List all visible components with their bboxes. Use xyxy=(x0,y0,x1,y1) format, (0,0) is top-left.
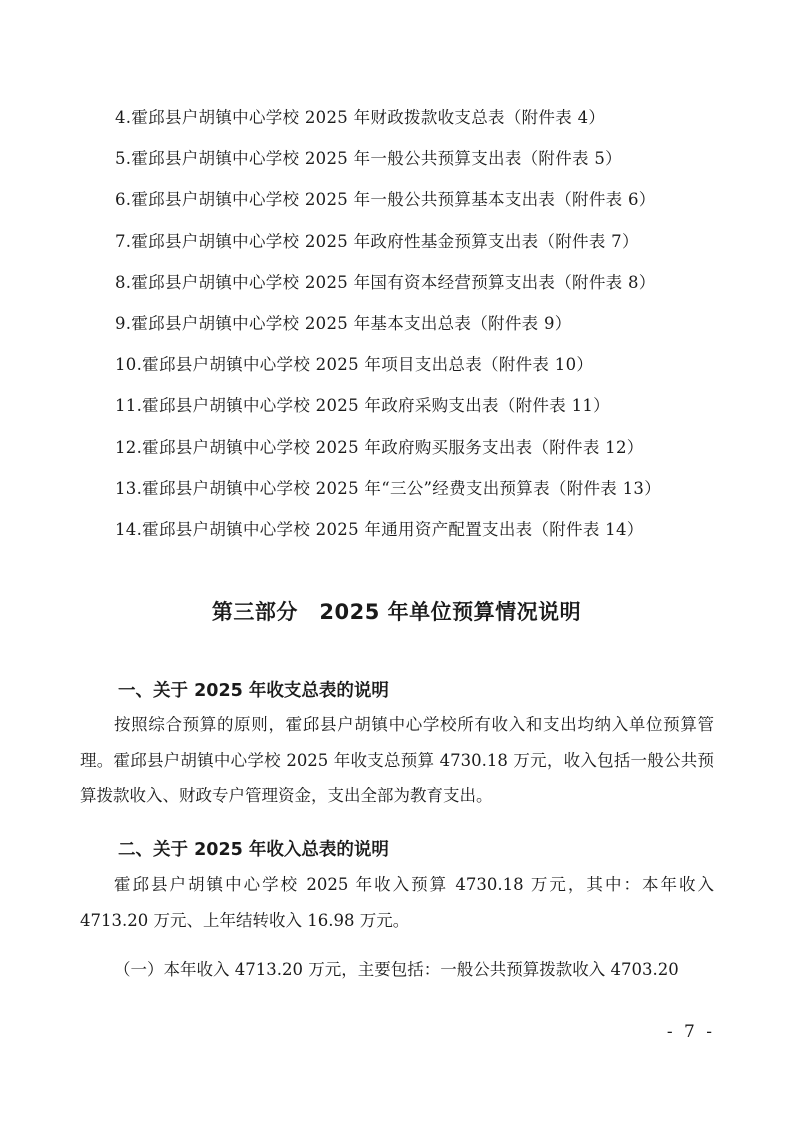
section-paragraph: 按照综合预算的原则，霍邱县户胡镇中心学校所有收入和支出均纳入单位预算管理。霍邱县户胡镇中心学校 2025 年收支总预算 4730.18 万元，收入包括一般公共预算拨款收入、财政专户管理资金，支出全部为教育支出。 xyxy=(80,715,714,805)
toc-item: 10.霍邱县户胡镇中心学校 2025 年项目支出总表（附件表 10） xyxy=(115,355,594,375)
page-number: - 7 - xyxy=(666,1022,715,1042)
part-title: 第三部分 2025 年单位预算情况说明 xyxy=(211,600,582,624)
toc-item: 9.霍邱县户胡镇中心学校 2025 年基本支出总表（附件表 9） xyxy=(115,313,572,333)
attachment-table-list xyxy=(115,103,735,556)
toc-item: 4.霍邱县户胡镇中心学校 2025 年财政拨款收支总表（附件表 4） xyxy=(115,108,606,127)
toc-item: 14.霍邱县户胡镇中心学校 2025 年通用资产配置支出表（附件表 14） xyxy=(115,519,644,539)
toc-item: 5.霍邱县户胡镇中心学校 2025 年一般公共预算支出表（附件表 5） xyxy=(115,149,622,169)
toc-item: 11.霍邱县户胡镇中心学校 2025 年政府采购支出表（附件表 11） xyxy=(115,396,610,416)
toc-item: 6.霍邱县户胡镇中心学校 2025 年一般公共预算基本支出表（附件表 6） xyxy=(115,190,656,210)
toc-item: 13.霍邱县户胡镇中心学校 2025 年“三公”经费支出预算表（附件表 13） xyxy=(115,478,662,498)
section-heading-income: 二、关于 2025 年收入总表的说明 xyxy=(118,840,389,860)
toc-item: 12.霍邱县户胡镇中心学校 2025 年政府购买服务支出表（附件表 12） xyxy=(115,437,644,457)
toc-item: 7.霍邱县户胡镇中心学校 2025 年政府性基金预算支出表（附件表 7） xyxy=(115,231,639,251)
toc-item: 8.霍邱县户胡镇中心学校 2025 年国有资本经营预算支出表（附件表 8） xyxy=(115,272,656,292)
section-heading-income-expenditure: 一、关于 2025 年收支总表的说明 xyxy=(118,681,389,701)
section-paragraph: 霍邱县户胡镇中心学校 2025 年收入预算 4730.18 万元，其中：本年收入 4713.20 万元、上年结转收入 16.98 万元。 xyxy=(80,875,714,930)
section-paragraph: （一）本年收入 4713.20 万元，主要包括：一般公共预算拨款收入 4703.20 xyxy=(114,960,679,979)
